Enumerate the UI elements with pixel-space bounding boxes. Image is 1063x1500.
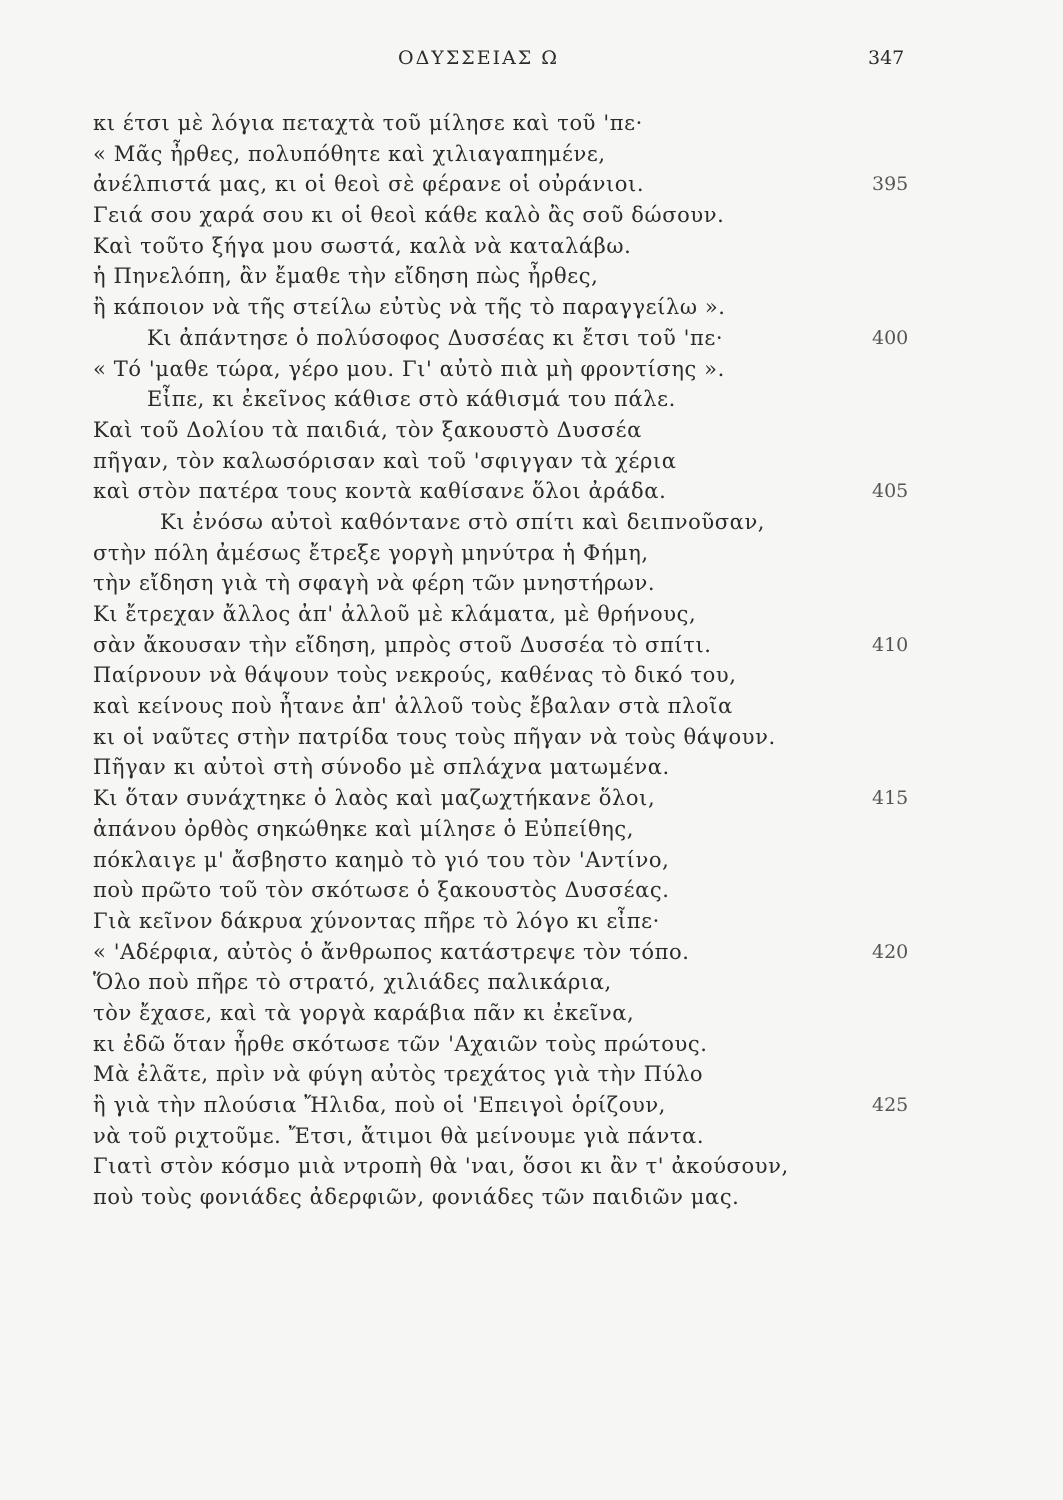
verse-text: ποὺ τοὺς φονιάδες ἀδερφιῶν, φονιάδες τῶν παιδιῶν μας. [93, 1185, 740, 1210]
verse-text: τὴν εἴδηση γιὰ τὴ σφαγὴ νὰ φέρη τῶν μνηστήρων. [93, 571, 656, 596]
verse-line [0, 231, 1063, 262]
verse-text: Καὶ τοῦ Δολίου τὰ παιδιά, τὸν ξακουστὸ Δυσσέα [93, 417, 642, 442]
verse-line [0, 1029, 1063, 1060]
verse-line [0, 476, 1063, 507]
verse-line [0, 722, 1063, 753]
verse-text: καὶ στὸν πατέρα τους κοντὰ καθίσανε ὅλοι ἀράδα. [93, 479, 667, 504]
verse-line [0, 384, 1063, 415]
verse-text: Μὰ ἐλᾶτε, πρὶν νὰ φύγη αὐτὸς τρεχάτος γιὰ τὴν Πύλο [93, 1062, 704, 1087]
verse-text: Κι ἀπάντησε ὁ πολύσοφος Δυσσέας κι ἔτσι τοῦ 'πε· [147, 325, 724, 350]
verse-text: σὰν ἄκουσαν τὴν εἴδηση, μπρὸς στοῦ Δυσσέα τὸ σπίτι. [93, 632, 712, 657]
running-title: ΟΔΥΣΣΕΙΑΣ Ω [398, 47, 560, 69]
verse-line [0, 783, 1063, 814]
verse-line [0, 906, 1063, 937]
verse-line [0, 568, 1063, 599]
line-number: 395 [872, 173, 909, 196]
verse-text: ἢ γιὰ τὴν πλούσια Ἤλιδα, ποὺ οἱ 'Επειγοὶ ὁρίζουν, [93, 1093, 666, 1117]
verse-line [0, 1121, 1063, 1152]
line-number: 400 [872, 326, 909, 349]
verse-text: κι έτσι μὲ λόγια πεταχτὰ τοῦ μίλησε καὶ τοῦ 'πε· [93, 111, 643, 135]
verse-line [0, 200, 1063, 231]
verse-text: πῆγαν, τὸν καλωσόρισαν καὶ τοῦ 'σφιγγαν τὰ χέρια [93, 448, 677, 473]
verse-text: ἀνέλπιστά μας, κι οἱ θεοὶ σὲ φέρανε οἱ οὐράνιοι. [93, 172, 645, 197]
verse-line [0, 875, 1063, 906]
verse-text: ἀπάνου ὀρθὸς σηκώθηκε καὶ μίλησε ὁ Εὐπείθης, [93, 816, 635, 841]
page-number: 347 [868, 47, 905, 69]
running-head [0, 47, 1063, 77]
verse-text: Ὅλο ποὺ πῆρε τὸ στρατό, χιλιάδες παλικάρια, [93, 970, 612, 995]
verse-text: Γειά σου χαρά σου κι οἱ θεοὶ κάθε καλὸ ἂς σοῦ δώσουν. [93, 203, 725, 228]
verse-line [0, 998, 1063, 1029]
verse-line [0, 507, 1063, 538]
verse-text: Παίρνουν νὰ θάψουν τοὺς νεκρούς, καθένας τὸ δικό του, [93, 663, 737, 688]
verse-line [0, 446, 1063, 477]
line-number: 405 [872, 480, 909, 503]
verse-line [0, 967, 1063, 998]
verse-line [0, 538, 1063, 569]
verse-line [0, 937, 1063, 968]
verse-line [0, 814, 1063, 845]
verse-text: ἡ Πηνελόπη, ἂν ἔμαθε τὴν εἴδηση πὼς ἦρθες, [93, 264, 599, 289]
verse-text: Καὶ τοῦτο ξήγα μου σωστά, καλὰ νὰ καταλάβω. [93, 233, 632, 258]
verse-line [0, 1090, 1063, 1121]
verse-line [0, 691, 1063, 722]
verse-line [0, 752, 1063, 783]
verse-line [0, 139, 1063, 170]
verse-text: Πῆγαν κι αὐτοὶ στὴ σύνοδο μὲ σπλάχνα ματωμένα. [93, 755, 670, 780]
verse-text: « Μᾶς ἦρθες, πολυπόθητε καὶ χιλιαγαπημένε, [93, 141, 606, 166]
verse-text: πόκλαιγε μ' ἄσβηστο καημὸ τὸ γιό του τὸν 'Αντίνο, [93, 847, 670, 872]
verse-line [0, 108, 1063, 139]
verse-line [0, 415, 1063, 446]
verse-block [0, 108, 1063, 1213]
verse-text: Κι ἔτρεχαν ἄλλος ἀπ' ἀλλοῦ μὲ κλάματα, μὲ θρήνους, [93, 602, 697, 626]
line-number: 410 [872, 633, 909, 656]
verse-text: Γιὰ κεῖνον δάκρυα χύνοντας πῆρε τὸ λόγο κι εἶπε· [93, 908, 660, 933]
verse-text: Εἶπε, κι ἐκεῖνος κάθισε στὸ κάθισμά του πάλε. [147, 387, 676, 412]
verse-text: κι οἱ ναῦτες στὴν πατρίδα τους τοὺς πῆγαν νὰ τοὺς θάψουν. [93, 724, 776, 749]
verse-text: καὶ κείνους ποὺ ἦτανε ἀπ' ἀλλοῦ τοὺς ἔβαλαν στὰ πλοῖα [93, 694, 733, 719]
verse-text: « Τό 'μαθε τώρα, γέρο μου. Γι' αὐτὸ πιὰ μὴ φροντίσης ». [93, 356, 725, 381]
verse-line [0, 323, 1063, 354]
verse-text: τὸν ἔχασε, καὶ τὰ γοργὰ καράβια πᾶν κι ἐκεῖνα, [93, 1000, 635, 1025]
verse-line [0, 660, 1063, 691]
verse-text: Γιατὶ στὸν κόσμο μιὰ ντροπὴ θὰ 'ναι, ὅσοι κι ἂν τ' ἀκούσουν, [93, 1154, 789, 1179]
verse-text: στὴν πόλη ἀμέσως ἔτρεξε γοργὴ μηνύτρα ἡ Φήμη, [93, 540, 649, 565]
verse-line [0, 845, 1063, 876]
line-number: 420 [872, 940, 909, 963]
verse-text: κι ἐδῶ ὅταν ἦρθε σκότωσε τῶν 'Αχαιῶν τοὺς πρώτους. [93, 1031, 708, 1056]
verse-line [0, 1151, 1063, 1182]
verse-text: νὰ τοῦ ριχτοῦμε. Ἔτσι, ἄτιμοι θὰ μείνουμε γιὰ πάντα. [93, 1123, 705, 1148]
verse-text: ἢ κάποιον νὰ τῆς στείλω εὐτὺς νὰ τῆς τὸ παραγγείλω ». [93, 295, 726, 320]
verse-text: ποὺ πρῶτο τοῦ τὸν σκότωσε ὁ ξακουστὸς Δυσσέας. [93, 878, 670, 903]
line-number: 415 [872, 787, 909, 810]
verse-line [0, 261, 1063, 292]
verse-text: Κι ἐνόσω αὐτοὶ καθόντανε στὸ σπίτι καὶ δειπνοῦσαν, [160, 509, 766, 534]
verse-line [0, 169, 1063, 200]
verse-line [0, 599, 1063, 630]
verse-line [0, 1059, 1063, 1090]
verse-text: Κι ὅταν συνάχτηκε ὁ λαὸς καὶ μαζωχτήκανε ὅλοι, [93, 786, 656, 811]
line-number: 425 [872, 1094, 909, 1116]
verse-line [0, 1182, 1063, 1213]
verse-text: « 'Αδέρφια, αὐτὸς ὁ ἄνθρωπος κατάστρεψε τὸν τόπο. [93, 939, 690, 964]
verse-line [0, 630, 1063, 661]
verse-line [0, 292, 1063, 323]
verse-line [0, 354, 1063, 385]
